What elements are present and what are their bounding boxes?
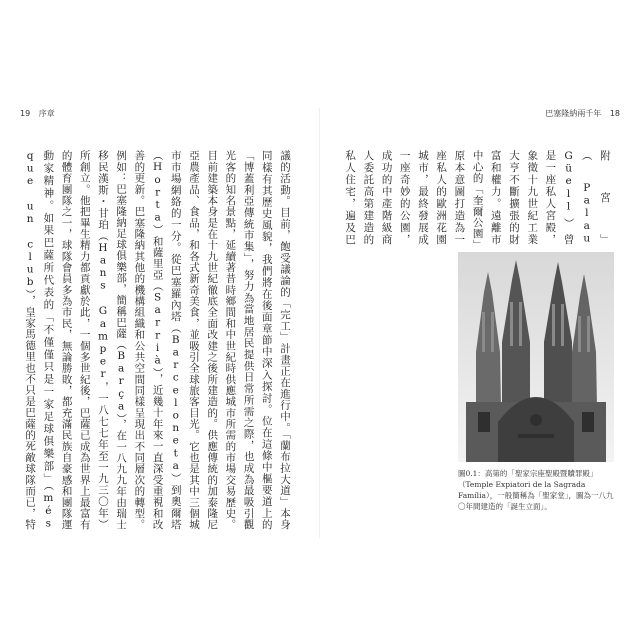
right-body-text: 附宮」（Palau Güell）曾是一座私人宮殿，象徵十九世紀工業大亨不斷擴張的財富和權力。遠離市中心的「奎爾公園」原本意圖打造為一座私人的歐洲花園城市，最終發展成一座奇妙的公園，成功的中產階級商人委託高第建造的私人住宅，遍及巴: [344, 150, 611, 245]
left-body-text: 議的活動。目前，飽受議論的「完工」計畫正在進行中。「蘭布拉大道」本身同樣有其歷史風貌，我們將在後面章節中深入探討。位在這條中樞要道上的「博蓋利亞傳統市集」，努力為當地居民提供日常所需之際，也成為最吸引觀光客的知名景點，延續著昔時鄉間和中世紀時供應城市所需的市場交易歷史。目前建築本身是在十九世紀徹底全面改建之後所建造的。供應傳統的加泰隆尼亞農產品、食品，和各式新奇美食，並吸引全球旅客目光。它也是其中三個城市市場網絡的一分。從巴塞羅內塔（Barceloneta）到奧爾塔（Horta）和薩里亞（Sarrià），近幾十年來一直深受重視和改善的更新。巴塞隆納其他的機構組織和公共空間同樣呈現出不同層次的轉型。例如：巴塞隆納足球俱樂部，簡稱巴薩（Barça），在一八九九年由瑞士移民漢斯・甘珀（Hans Gamper，一八七七年至一九三〇年）所創立。他把畢生精力都貢獻於此，一個多世紀後，巴薩已成為世界上最富有的體育團隊之一，球隊會員多為市民，無論勝敗，都充滿民族自豪感和團隊運動家精神。如果巴薩所代表的「不僅僅只是一家足球俱樂部」（més que un club），皇家馬德里也不只是巴薩的死敵球隊而已，特: [24, 150, 291, 530]
left-page-number: 19: [20, 109, 31, 118]
right-page-number: 18: [609, 109, 620, 118]
left-chapter-title: 序章: [38, 109, 55, 118]
right-book-title: 巴塞隆納兩千年: [545, 109, 602, 118]
right-page: [320, 100, 626, 540]
sagrada-familia-photo: [458, 252, 614, 462]
left-page: [14, 100, 320, 540]
left-running-head: [20, 108, 55, 119]
book-spread: [14, 100, 626, 540]
figure-caption: 圖0.1：高第的「聖家宗座聖殿暨贖罪殿」（Temple Expiatori de la Sagrada Família），一般簡稱為「聖家堂」，圖為一八九〇年間建造的「誕生立面」。: [458, 469, 614, 511]
right-running-head: [545, 108, 620, 119]
